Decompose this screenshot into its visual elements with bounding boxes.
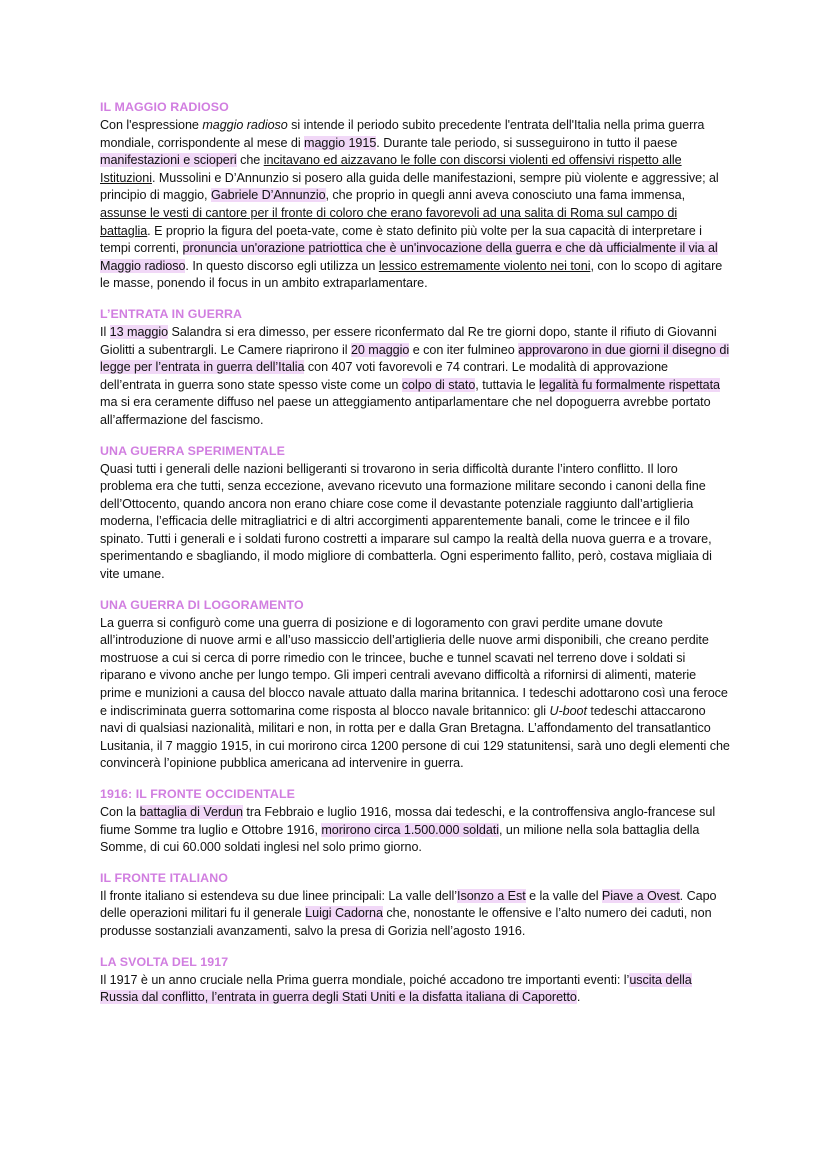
text-run: e la valle del	[525, 888, 602, 903]
text-run: che, nonostante le offensive e l’alto numero dei caduti, non produsse sostanziali avanzamenti, salvo la presa di Gorizia nell’agosto 1916.	[100, 906, 712, 938]
section-heading: UNA GUERRA DI LOGORAMENTO	[100, 597, 304, 612]
text-run: Il	[100, 324, 110, 339]
text-run: . Mussolini e D’Annunzio si posero alla guida delle manifestazioni, sempre più violente e aggressive; al principio di maggio,	[100, 170, 719, 203]
section-fronte-italiano	[100, 870, 730, 941]
section-guerra-sperimentale	[100, 443, 730, 584]
text-run: , tuttavia le	[475, 377, 539, 392]
text-run: . E proprio la figura del poeta-vate, come è stato definito più volte per la sua capacità di interpretare i tempi correnti,	[100, 223, 702, 256]
text-run: Salandra si era dimesso, per essere riconfermato dal Re tre giorni dopo, stante il rifiuto di Giovanni Giolitti a subentrargli. Le Camere riaprirono il	[100, 324, 717, 357]
text-run: , con lo scopo di agitare le masse, ponendo il focus in un ambito extraparlamentare.	[100, 258, 723, 291]
text-run: ma si era ceramente diffuso nel paese un atteggiamento antiparlamentare che nel dopoguerra avrebbe portato all’affermazione del fascismo.	[100, 395, 711, 427]
highlighted-text: pronuncia un'orazione patriottica che è un'invocazione della guerra e che dà ufficialmente il via al Maggio radioso	[100, 241, 718, 273]
text-run: Con l'espressione	[100, 118, 203, 132]
italic-text: maggio radioso	[202, 118, 288, 132]
section-body	[100, 461, 730, 584]
highlighted-text: uscita della Russia dal conflitto, l’entrata in guerra degli Stati Uniti e la disfatta italiana di Caporetto	[100, 972, 692, 1005]
section-heading: L’ENTRATA IN GUERRA	[100, 306, 243, 321]
section-body	[100, 888, 730, 941]
text-run: , un milione nella sola battaglia della Somme, di cui 60.000 soldati inglesi nel solo primo giorno.	[100, 822, 700, 855]
section-body	[100, 615, 730, 773]
section-body	[100, 972, 730, 1007]
section-body	[100, 804, 730, 857]
text-run: tedeschi attaccarono navi di qualsiasi nazionalità, militari e non, in rotta per e dalla Gran Bretagna. L’affondamento del transatlantico Lusitania, il 7 maggio 1915, in cui morirono circa 1200 persone di cui 129 statunitensi, sarà uno degli elementi che convincerà l’opinione pubblica americana ad intervenire in guerra.	[100, 703, 730, 771]
text-run: Il 1917 è un anno cruciale nella Prima guerra mondiale, poiché accadono tre importanti eventi: l’	[100, 972, 630, 987]
highlighted-text: Piave a Ovest	[601, 888, 680, 903]
highlighted-text: approvarono in due giorni il disegno di legge per l’entrata in guerra dell’Italia	[100, 342, 730, 375]
underlined-text: lessico estremamente violento nei toni	[378, 258, 591, 273]
highlighted-text: Gabriele D’Annunzio	[210, 188, 326, 203]
text-run: .	[576, 990, 581, 1005]
text-run: . Capo delle operazioni militari fu il generale	[100, 888, 717, 921]
text-run: Quasi tutti i generali delle nazioni belligeranti si trovarono in seria difficoltà durante l’intero conflitto. Il loro problema era che tutti, senza eccezione, avevano ricevuto una formazione militare secondo i canoni della fine dell’Ottocento, quando ancora non erano chiare cose come il devastante potenziale raggiunto dall’artiglieria moderna, l’efficacia delle mitragliatrici e di altri accorgimenti apparentemente banali, come le trincee e il filo spinato. Tutti i generali e i soldati furono costretti a imparare sul campo la realtà della nuova guerra e a trovare, sperimentando e sbagliando, il modo migliore di combatterla. Ogni esperimento fallito, però, costava migliaia di vite umane.	[100, 461, 712, 582]
section-fronte-occidentale	[100, 786, 730, 857]
section-heading: 1916: IL FRONTE OCCIDENTALE	[100, 787, 296, 801]
text-run: La guerra si configurò come una guerra di posizione e di logoramento con gravi perdite umane dovute all’introduzione di nuove armi e all’uso massiccio dell’artiglieria delle nuove armi disponibili, che creano perdite mostruose a cui si cerca di porre rimedio con le trincee, buche e tunnel scavati nel terreno dove i soldati si riparano e vivono anche per lungo tempo. Gli imperi centrali avevano difficoltà a rifornirsi di alimenti, materie prime e munizioni a causa del blocco navale attuato dalla marina britannica. I tedeschi adottarono così una feroce e indiscriminata guerra sottomarina come risposta al blocco navale britannico: gli	[100, 615, 728, 718]
section-body	[100, 324, 730, 430]
section-heading: LA SVOLTA DEL 1917	[100, 954, 229, 969]
section-heading: IL FRONTE ITALIANO	[100, 870, 228, 885]
section-body	[100, 117, 730, 293]
highlighted-text: colpo di stato	[401, 377, 476, 392]
text-run: . Durante tale periodo, si susseguirono in tutto il paese	[376, 135, 678, 150]
highlighted-text: 13 maggio	[109, 324, 169, 339]
highlighted-text: maggio 1915	[304, 135, 377, 150]
highlighted-text: Luigi Cadorna	[305, 906, 383, 921]
underlined-text: incitavano ed aizzavano le folle con discorsi violenti ed offensivi rispetto alle Istituzioni	[100, 153, 682, 185]
highlighted-text: manifestazioni e scioperi	[100, 153, 237, 168]
section-maggio-radioso	[100, 99, 730, 293]
highlighted-text: morirono circa 1.500.000 soldati	[321, 822, 499, 837]
text-run: che	[236, 153, 264, 168]
highlighted-text: Isonzo a Est	[457, 888, 526, 903]
underlined-text: assunse le vesti di cantore per il fronte di coloro che erano favorevoli ad una salita di Roma sul campo di battaglia	[100, 205, 678, 238]
text-run: Il fronte italiano si estendeva su due linee principali: La valle dell’	[100, 888, 457, 903]
text-run: con 407 voti favorevoli e 74 contrari. Le modalità di approvazione dell’entrata in guerra sono state spesso viste come un	[100, 360, 668, 392]
italic-text: U-boot	[549, 703, 587, 718]
section-heading: IL MAGGIO RADIOSO	[100, 100, 229, 114]
text-run: , che proprio in quegli anni aveva conosciuto una fama immensa,	[325, 188, 686, 203]
text-run: e con iter fulmineo	[409, 342, 519, 357]
highlighted-text: legalità fu formalmente rispettata	[539, 377, 721, 392]
text-run: Con la	[100, 805, 140, 819]
highlighted-text: 20 maggio	[350, 342, 410, 357]
text-run: tra Febbraio e luglio 1916, mossa dai tedeschi, e la controffensiva anglo-francese sul fiume Somme tra luglio e Ottobre 1916,	[100, 805, 716, 837]
highlighted-text: battaglia di Verdun	[139, 805, 243, 819]
section-heading: UNA GUERRA SPERIMENTALE	[100, 443, 285, 458]
text-run: si intende il periodo subito precedente l'entrata dell'Italia nella prima guerra mondiale, corrispondente al mese di	[100, 118, 705, 150]
section-entrata-in-guerra	[100, 306, 730, 430]
section-guerra-di-logoramento	[100, 597, 730, 773]
section-svolta-1917	[100, 954, 730, 1007]
text-run: . In questo discorso egli utilizza un	[185, 258, 379, 273]
